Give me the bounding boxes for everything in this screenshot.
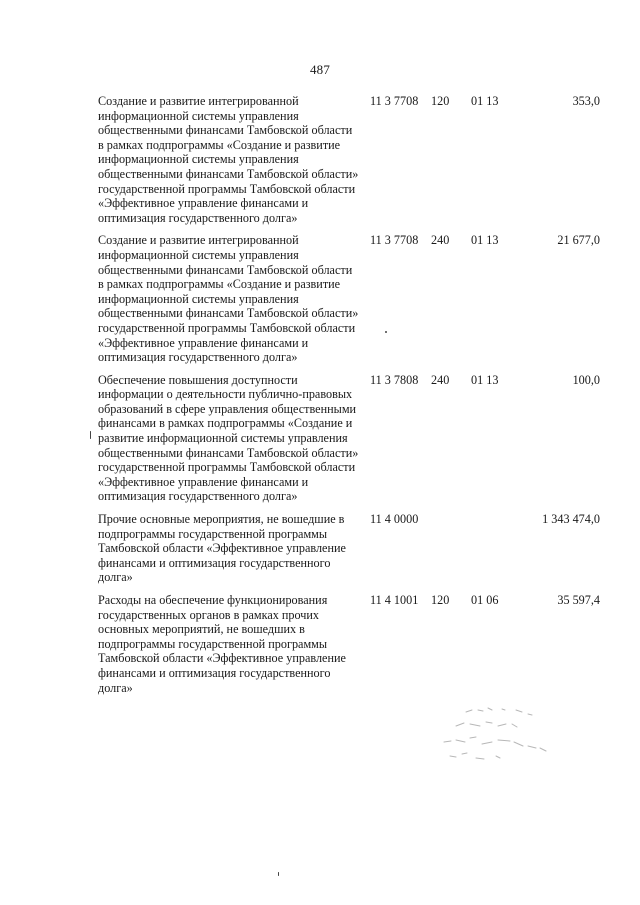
target-article-code: 11 4 0000 (370, 512, 419, 527)
table-row (98, 94, 608, 225)
row-description: Создание и развитие интегрированной информационной системы управления общественными финансами Тамбовской области в рамках подпрограммы «Создание и развитие информационной системы управления общественными финансами Тамбовской области» государственной программы Тамбовской области «Эффективное управление финансами и оптимизация государственного долга» (98, 233, 359, 365)
expense-type-code: 240 (431, 372, 450, 387)
table-row (98, 233, 608, 364)
amount-value: 353,0 (572, 94, 600, 108)
faint-stamp-mark (436, 704, 556, 774)
expense-type-code: 120 (431, 593, 450, 607)
expense-type-code: 120 (431, 94, 450, 108)
target-article-code: 11 3 7708 (370, 94, 419, 108)
section-subsection-code: 01 13 (471, 233, 499, 248)
section-subsection-code: 01 06 (471, 593, 499, 607)
table-row (98, 593, 608, 695)
row-description: Создание и развитие интегрированной информационной системы управления общественными финансами Тамбовской области в рамках подпрограммы «Создание и развитие информационной системы управления общественными финансами Тамбовской области» государственной программы Тамбовской области «Эффективное управление финансами и оптимизация государственного долга» (98, 94, 359, 225)
scan-speck (278, 872, 279, 876)
section-subsection-code: 01 13 (471, 94, 499, 108)
target-article-code: 11 3 7708 (370, 233, 419, 248)
section-subsection-code: 01 13 (471, 372, 499, 387)
table-row (98, 373, 608, 504)
table-row (98, 512, 608, 585)
budget-table (98, 94, 608, 703)
scan-speck (385, 331, 387, 333)
amount-value: 100,0 (572, 372, 600, 387)
page-number: 487 (309, 62, 331, 77)
amount-value: 35 597,4 (557, 593, 600, 607)
expense-type-code: 240 (431, 233, 450, 248)
target-article-code: 11 3 7808 (370, 372, 419, 387)
target-article-code: 11 4 1001 (370, 593, 419, 607)
row-description: Прочие основные мероприятия, не вошедшие в подпрограммы государственной программы Тамбовской области «Эффективное управление финансами и оптимизация государственного долга» (98, 512, 346, 585)
amount-value: 21 677,0 (557, 233, 600, 248)
amount-value: 1 343 474,0 (542, 512, 600, 527)
scan-speck (90, 431, 91, 439)
row-description: Обеспечение повышения доступности информации о деятельности публично-правовых образований в сфере управления общественными финансами в рамках подпрограммы «Создание и развитие информационной системы управления общественными финансами Тамбовской области» государственной программы Тамбовской области «Эффективное управление финансами и оптимизация государственного долга» (98, 372, 359, 504)
row-description: Расходы на обеспечение функционирования государственных органов в рамках прочих основных мероприятий, не вошедших в подпрограммы государственной программы Тамбовской области «Эффективное управление финансами и оптимизация государственного долга» (98, 593, 346, 695)
